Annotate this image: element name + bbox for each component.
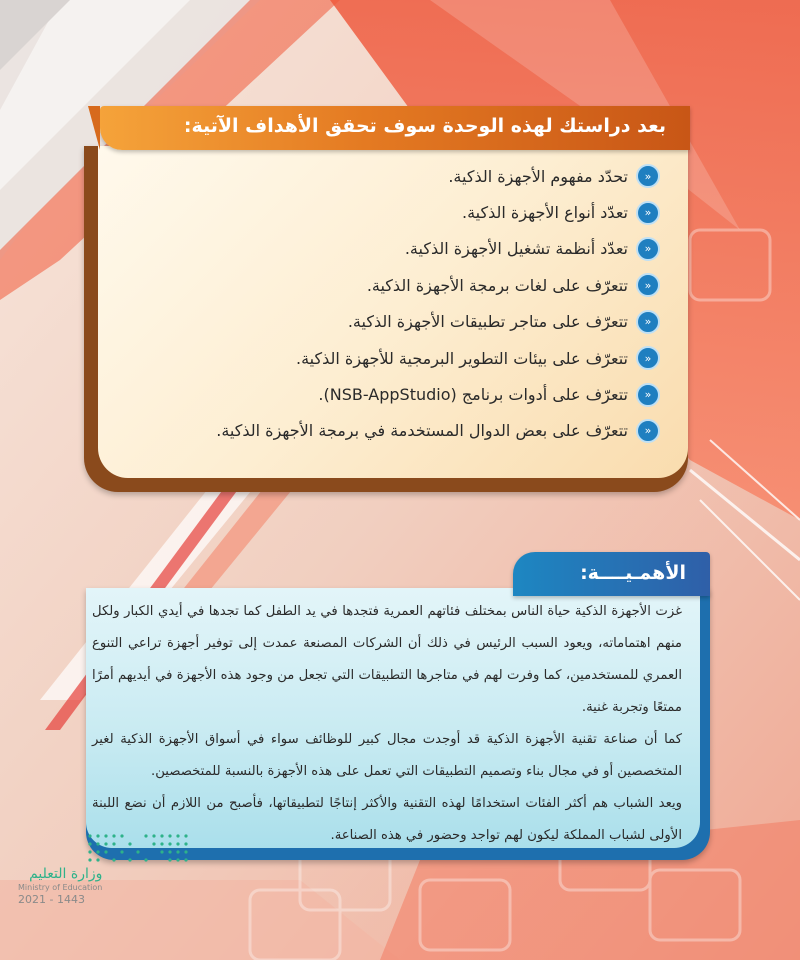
double-chevron-icon: « bbox=[636, 273, 660, 297]
list-item bbox=[100, 376, 660, 412]
list-item bbox=[100, 340, 660, 376]
objective-text: تتعرّف على متاجر تطبيقات الأجهزة الذكية. bbox=[347, 312, 628, 332]
objective-text: تتعرّف على بيئات التطوير البرمجية للأجهزة الذكية. bbox=[296, 348, 628, 368]
objectives-title: بعد دراستك لهذه الوحدة سوف تحقق الأهداف الآتية: bbox=[183, 115, 666, 137]
header-tail bbox=[88, 106, 100, 150]
list-item bbox=[100, 304, 660, 340]
list-item bbox=[100, 267, 660, 303]
objectives-panel bbox=[84, 146, 688, 492]
importance-header bbox=[513, 552, 710, 596]
importance-paragraph: ويعد الشباب هم أكثر الفئات استخدامًا لهذه التقنية والأكثر إنتاجًا لتطبيقاتها، فأصبح من اللازم أن نضع اللبنة الأولى لشباب المملكة ليكون لهم تواجد وحضور في هذه الصناعة. bbox=[92, 796, 682, 843]
objective-text: تتعرّف على بعض الدوال المستخدمة في برمجة الأجهزة الذكية. bbox=[216, 421, 628, 441]
edition-year: 2021 - 1443 bbox=[18, 893, 85, 906]
importance-panel bbox=[86, 588, 710, 860]
importance-paragraph: كما أن صناعة تقنية الأجهزة الذكية قد أوجدت مجال كبير للوظائف سواء في أسواق الأجهزة الذكية لغير المتخصصين أو في مجال بناء وتصميم التطبيقات التي تعمل على هذه الأجهزة بالنسبة للمتخصصين. bbox=[92, 732, 682, 779]
double-chevron-icon: « bbox=[636, 237, 660, 261]
objective-text: تحدّد مفهوم الأجهزة الذكية. bbox=[448, 166, 628, 186]
dot-pattern bbox=[86, 832, 190, 864]
objective-text: تتعرّف على لغات برمجة الأجهزة الذكية. bbox=[366, 275, 628, 295]
importance-title: الأهمـيــــة: bbox=[580, 562, 686, 584]
objectives-list bbox=[100, 158, 660, 449]
importance-paragraph: غزت الأجهزة الذكية حياة الناس بمختلف فئاتهم العمرية فتجدها في يد الطفل كما تجدها في أيدي الكبار ولكل منهم اهتماماته، ويعود السبب الرئيس في ذلك أن الشركات المصنعة عمدت إلى توفير أجهزة تراعي التنوع العمري للمستخدمين، كما وفرت لهم في متاجرها التطبيقات التي تجعل من وجود هذه الأجهزة في أيديهم أمرًا ممتعًا وتجربة غنية. bbox=[92, 604, 682, 715]
double-chevron-icon: « bbox=[636, 419, 660, 443]
importance-panel-body bbox=[86, 588, 700, 848]
list-item bbox=[100, 158, 660, 194]
double-chevron-icon: « bbox=[636, 201, 660, 225]
ministry-logo bbox=[18, 866, 102, 906]
objective-text: تعدّد أنواع الأجهزة الذكية. bbox=[462, 203, 628, 223]
double-chevron-icon: « bbox=[636, 383, 660, 407]
double-chevron-icon: « bbox=[636, 346, 660, 370]
double-chevron-icon: « bbox=[636, 164, 660, 188]
list-item bbox=[100, 231, 660, 267]
importance-text bbox=[92, 596, 682, 852]
objective-text: تعدّد أنظمة تشغيل الأجهزة الذكية. bbox=[404, 239, 628, 259]
ministry-name-en: Ministry of Education bbox=[18, 883, 103, 892]
objective-text: تتعرّف على أدوات برنامج (NSB-AppStudio). bbox=[318, 385, 628, 405]
objectives-header bbox=[100, 106, 690, 150]
list-item bbox=[100, 194, 660, 230]
objectives-panel-body bbox=[98, 146, 688, 478]
double-chevron-icon: « bbox=[636, 310, 660, 334]
ministry-name-ar: وزارة التعليم bbox=[29, 866, 103, 882]
list-item bbox=[100, 413, 660, 449]
